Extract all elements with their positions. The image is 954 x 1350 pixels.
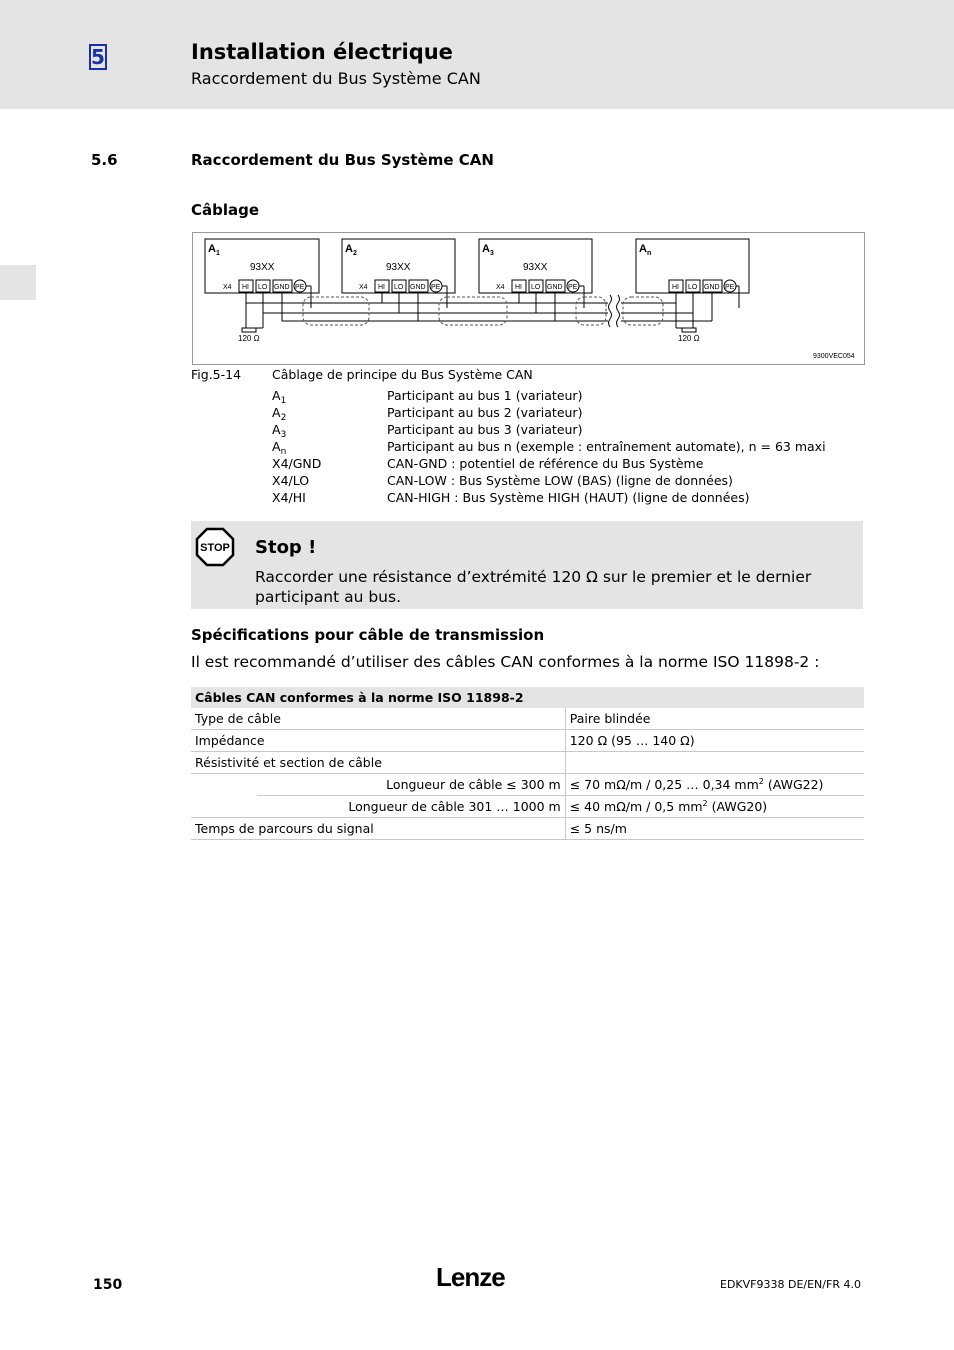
svg-text:PE: PE — [431, 284, 441, 291]
svg-text:STOP: STOP — [200, 542, 230, 554]
figure-caption-id: Fig.5-14 — [191, 367, 242, 382]
resistor-label-first: 120 Ω — [238, 334, 260, 343]
page-number: 150 — [93, 1277, 123, 1293]
svg-text:LO: LO — [531, 284, 541, 291]
svg-text:GND: GND — [274, 284, 290, 291]
table-row: Longueur de câble 301 … 1000 m ≤ 40 mΩ/m / 0,5 $mm^2$ (AWG20) — [191, 796, 864, 818]
svg-text:HI: HI — [242, 284, 249, 291]
svg-text:X4: X4 — [223, 284, 232, 291]
cabling-heading: Câblage — [191, 201, 260, 219]
chapter-number: 5 — [89, 44, 107, 70]
svg-text:PE: PE — [568, 284, 578, 291]
table-header: Câbles CAN conformes à la norme ISO 11898-2 — [191, 687, 864, 708]
svg-text:HI: HI — [672, 284, 679, 291]
figure-caption-text: Câblage de principe du Bus Système CAN — [272, 367, 533, 382]
svg-text:A1: $A_1$ — [208, 243, 220, 257]
svg-text:A3: $A_3$ — [482, 243, 494, 257]
stop-sign-icon — [195, 527, 235, 567]
document-id: EDKVF9338 DE/EN/FR 4.0 — [720, 1278, 861, 1291]
svg-text:HI: HI — [378, 284, 385, 291]
page-header — [0, 0, 954, 109]
table-row: Type de câble Paire blindée — [191, 708, 864, 730]
svg-text:PE: PE — [295, 284, 305, 291]
svg-text:93XX: 93XX — [523, 262, 548, 273]
spec-heading: Spécifications pour câble de transmission — [191, 626, 545, 644]
cable-break-marks — [609, 295, 620, 327]
svg-text:GND: GND — [410, 284, 426, 291]
spec-intro: Il est recommandé d’utiliser des câbles CAN conformes à la norme ISO 11898-2 : — [191, 653, 820, 671]
stop-title: Stop ! — [255, 537, 317, 558]
can-wiring-figure — [192, 232, 865, 365]
svg-text:X4: X4 — [496, 284, 505, 291]
chapter-subtitle: Raccordement du Bus Système CAN — [191, 69, 481, 88]
svg-text:An: $A_n$ — [639, 243, 652, 257]
svg-text:HI: HI — [515, 284, 522, 291]
can-cable-spec-table — [191, 687, 864, 840]
svg-text:LO: LO — [258, 284, 268, 291]
table-row: Résistivité et section de câble — [191, 752, 864, 774]
side-tab-marker — [0, 265, 36, 300]
table-row: Longueur de câble ≤ 300 m ≤ 70 mΩ/m / 0,25 … 0,34 $mm^2$ (AWG22) — [191, 774, 864, 796]
section-number: 5.6 — [91, 151, 118, 169]
chapter-title: Installation électrique — [191, 40, 453, 64]
svg-text:PE: PE — [725, 284, 735, 291]
svg-text:93XX: 93XX — [250, 262, 275, 273]
svg-text:93XX: 93XX — [386, 262, 411, 273]
can-wiring-diagram — [193, 233, 864, 364]
svg-text:GND: GND — [704, 284, 720, 291]
stop-notice — [191, 521, 863, 609]
lenze-logo: Lenze — [436, 1262, 505, 1292]
stop-text: Raccorder une résistance d’extrémité 120 Ω sur le premier et le dernier participant au bus. — [255, 568, 812, 606]
svg-text:LO: LO — [688, 284, 698, 291]
table-header-row — [191, 687, 864, 708]
svg-text:A2: $A_2$ — [345, 243, 357, 257]
section-title: Raccordement du Bus Système CAN — [191, 151, 494, 169]
svg-text:X4: X4 — [359, 284, 368, 291]
resistor-label-last: 120 Ω — [678, 334, 700, 343]
table-row: Impédance 120 Ω (95 … 140 Ω) — [191, 730, 864, 752]
table-row: Temps de parcours du signal ≤ 5 ns/m — [191, 818, 864, 840]
svg-text:GND: GND — [547, 284, 563, 291]
figure-code: 9300VEC054 — [813, 353, 855, 360]
svg-text:LO: LO — [394, 284, 404, 291]
